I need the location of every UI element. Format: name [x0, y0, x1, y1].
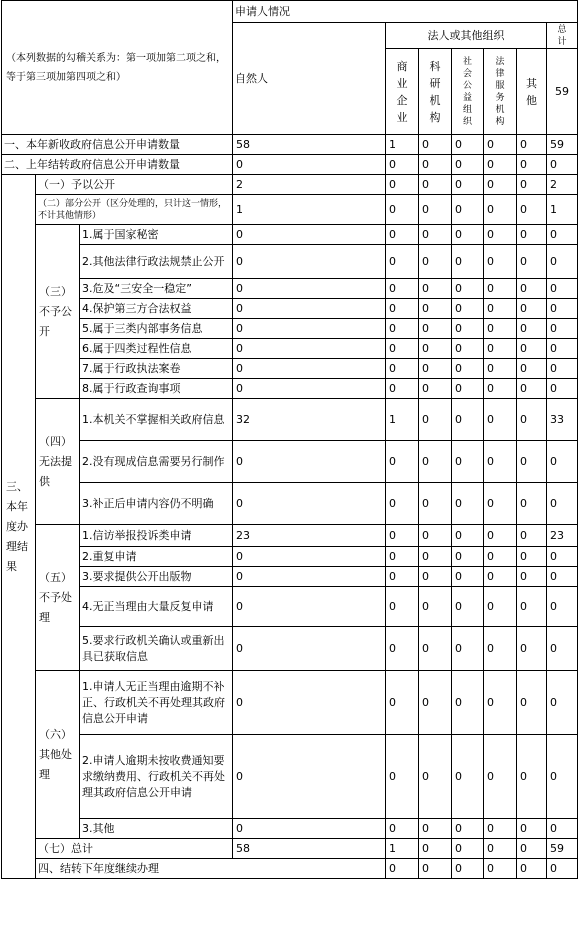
cell: 0 [452, 547, 484, 567]
cell: 0 [452, 195, 484, 225]
cell: 0 [517, 245, 547, 279]
cell: 0 [452, 135, 484, 155]
table-row [2, 155, 578, 175]
row-label: 5.要求行政机关确认或重新出具已获取信息 [80, 627, 233, 671]
cell: 0 [517, 195, 547, 225]
row-label: 2.没有现成信息需要另行制作 [80, 441, 233, 483]
cell: 0 [386, 339, 419, 359]
cell: 0 [517, 339, 547, 359]
row-label: 5.属于三类内部事务信息 [80, 319, 233, 339]
cell: 0 [484, 525, 517, 547]
cell: 0 [419, 525, 452, 547]
table-row [2, 627, 578, 671]
cell: 0 [386, 735, 419, 819]
table-row [2, 567, 578, 587]
cell: 0 [386, 379, 419, 399]
cell: 0 [452, 399, 484, 441]
row-label: （七）总计 [36, 839, 233, 859]
cell: 0 [517, 155, 547, 175]
table-row [2, 399, 578, 441]
cell: 0 [233, 735, 386, 819]
row-label: 2.重复申请 [80, 547, 233, 567]
cell: 0 [452, 359, 484, 379]
row-label: 2.其他法律行政法规禁止公开 [80, 245, 233, 279]
cell: 0 [484, 483, 517, 525]
cell: 0 [386, 567, 419, 587]
cell: 0 [547, 587, 578, 627]
org-group-header: 法人或其他组织 [386, 23, 547, 49]
cell: 0 [484, 225, 517, 245]
row-label: 1.信访举报投诉类申请 [80, 525, 233, 547]
row-label: 1.属于国家秘密 [80, 225, 233, 245]
cell: 0 [419, 319, 452, 339]
cell: 0 [547, 819, 578, 839]
cell: 0 [547, 735, 578, 819]
cell: 0 [386, 859, 419, 879]
cell: 0 [419, 441, 452, 483]
cell: 23 [547, 525, 578, 547]
row-label: 一、本年新收政府信息公开申请数量 [2, 135, 233, 155]
cell: 0 [547, 155, 578, 175]
row-label: 7.属于行政执法案卷 [80, 359, 233, 379]
row-label: （二）部分公开（区分处理的，只计这一情形，不计其他情形） [36, 195, 233, 225]
cell: 0 [484, 135, 517, 155]
cell: 0 [419, 671, 452, 735]
cell: 0 [419, 839, 452, 859]
applicant-situation-header: 申请人情况 [233, 1, 578, 23]
org-col-business: 商 业 企 业 [386, 49, 419, 135]
cell: 0 [386, 175, 419, 195]
cell: 0 [452, 319, 484, 339]
cell: 0 [419, 379, 452, 399]
cell: 0 [233, 547, 386, 567]
cell: 0 [547, 279, 578, 299]
cell: 0 [484, 859, 517, 879]
cell: 0 [419, 567, 452, 587]
cell: 1 [233, 195, 386, 225]
org-col-research: 科 研 机 构 [419, 49, 452, 135]
cell: 0 [452, 279, 484, 299]
table-row [2, 547, 578, 567]
cell: 0 [386, 627, 419, 671]
cell: 0 [547, 627, 578, 671]
cell: 0 [547, 671, 578, 735]
cell: 0 [233, 567, 386, 587]
cell: 0 [386, 525, 419, 547]
cell: 0 [386, 483, 419, 525]
cell: 0 [517, 839, 547, 859]
cell: 0 [547, 859, 578, 879]
cell: 0 [484, 279, 517, 299]
header-note: （本列数据的勾稽关系为：第一项加第二项之和，等于第三项加第四项之和） [2, 1, 233, 135]
cell: 0 [517, 379, 547, 399]
total-header-value: 59 [547, 49, 578, 135]
cell: 0 [419, 195, 452, 225]
cell: 0 [419, 299, 452, 319]
cell: 0 [452, 839, 484, 859]
cell: 0 [419, 483, 452, 525]
cell: 0 [419, 245, 452, 279]
cell: 0 [452, 483, 484, 525]
row-label: 2.申请人逾期未按收费通知要求缴纳费用、行政机关不再处理其政府信息公开申请 [80, 735, 233, 819]
group-label-not-disclosed: （三）不予公开 [36, 225, 80, 399]
cell: 33 [547, 399, 578, 441]
cell: 0 [484, 319, 517, 339]
table-row [2, 225, 578, 245]
cell: 0 [547, 567, 578, 587]
cell: 0 [386, 671, 419, 735]
cell: 0 [484, 299, 517, 319]
cell: 0 [452, 735, 484, 819]
table-row [2, 299, 578, 319]
cell: 0 [452, 175, 484, 195]
table-row [2, 859, 578, 879]
row-label: 1.本机关不掌握相关政府信息 [80, 399, 233, 441]
cell: 0 [233, 299, 386, 319]
cell: 0 [419, 399, 452, 441]
cell: 0 [484, 195, 517, 225]
group-label-unable-to-provide: （四）无法提供 [36, 399, 80, 525]
group-label-other-handling: （六）其他处理 [36, 671, 80, 839]
cell: 0 [452, 245, 484, 279]
table-row [2, 339, 578, 359]
cell: 0 [484, 671, 517, 735]
total-header-label: 总 计 [547, 23, 578, 49]
cell: 0 [452, 567, 484, 587]
cell: 0 [233, 279, 386, 299]
cell: 0 [419, 627, 452, 671]
cell: 0 [484, 245, 517, 279]
cell: 32 [233, 399, 386, 441]
org-col-legal-service: 法 律 服 务 机 构 [484, 49, 517, 135]
cell: 0 [386, 225, 419, 245]
cell: 0 [517, 279, 547, 299]
cell: 0 [452, 155, 484, 175]
cell: 0 [386, 299, 419, 319]
cell: 0 [484, 175, 517, 195]
cell: 0 [484, 839, 517, 859]
cell: 0 [517, 135, 547, 155]
cell: 0 [233, 319, 386, 339]
cell: 1 [386, 135, 419, 155]
cell: 0 [419, 819, 452, 839]
cell: 59 [547, 839, 578, 859]
cell: 0 [517, 441, 547, 483]
cell: 0 [233, 441, 386, 483]
cell: 0 [233, 483, 386, 525]
row-label: 8.属于行政查询事项 [80, 379, 233, 399]
disclosure-stats-table [1, 0, 578, 879]
table-row [2, 483, 578, 525]
table-row [2, 735, 578, 819]
cell: 0 [547, 225, 578, 245]
cell: 1 [547, 195, 578, 225]
cell: 0 [452, 299, 484, 319]
cell: 0 [419, 175, 452, 195]
cell: 0 [547, 441, 578, 483]
row-label: 6.属于四类过程性信息 [80, 339, 233, 359]
table-row [2, 587, 578, 627]
table-row [2, 525, 578, 547]
cell: 0 [452, 441, 484, 483]
cell: 0 [452, 379, 484, 399]
row-label: 3.其他 [80, 819, 233, 839]
cell: 0 [419, 225, 452, 245]
cell: 0 [517, 859, 547, 879]
table-row [2, 245, 578, 279]
cell: 1 [386, 839, 419, 859]
cell: 0 [517, 627, 547, 671]
group-label-not-processed: （五）不予处理 [36, 525, 80, 671]
cell: 0 [452, 587, 484, 627]
cell: 0 [484, 627, 517, 671]
cell: 0 [484, 399, 517, 441]
cell: 0 [419, 339, 452, 359]
table-row [2, 319, 578, 339]
row-label: 3.补正后申请内容仍不明确 [80, 483, 233, 525]
cell: 59 [547, 135, 578, 155]
org-col-social-welfare: 社 会 公 益 组 织 [452, 49, 484, 135]
cell: 58 [233, 839, 386, 859]
cell: 0 [452, 225, 484, 245]
cell: 1 [386, 399, 419, 441]
cell: 0 [233, 339, 386, 359]
cell: 0 [386, 245, 419, 279]
cell: 0 [386, 195, 419, 225]
cell: 0 [233, 627, 386, 671]
cell: 0 [386, 359, 419, 379]
table-row [2, 279, 578, 299]
cell: 0 [233, 819, 386, 839]
cell: 0 [233, 245, 386, 279]
cell: 0 [517, 299, 547, 319]
table-row [2, 359, 578, 379]
cell: 0 [233, 671, 386, 735]
cell: 0 [484, 441, 517, 483]
cell: 0 [484, 587, 517, 627]
table-row [2, 175, 578, 195]
table-row [2, 379, 578, 399]
cell: 0 [419, 359, 452, 379]
table-row [2, 839, 578, 859]
cell: 0 [386, 155, 419, 175]
cell: 0 [484, 819, 517, 839]
cell: 0 [484, 359, 517, 379]
cell: 0 [419, 859, 452, 879]
cell: 0 [386, 319, 419, 339]
cell: 0 [386, 547, 419, 567]
cell: 0 [517, 735, 547, 819]
cell: 0 [233, 359, 386, 379]
cell: 0 [484, 567, 517, 587]
cell: 0 [233, 587, 386, 627]
row-label: 3.要求提供公开出版物 [80, 567, 233, 587]
table-row [2, 671, 578, 735]
cell: 0 [517, 175, 547, 195]
natural-person-header: 自然人 [233, 23, 386, 135]
cell: 0 [233, 155, 386, 175]
row-label: 4.保护第三方合法权益 [80, 299, 233, 319]
cell: 0 [484, 339, 517, 359]
cell: 0 [547, 379, 578, 399]
cell: 0 [233, 225, 386, 245]
cell: 0 [517, 547, 547, 567]
cell: 0 [386, 819, 419, 839]
cell: 0 [452, 819, 484, 839]
row-label: 3.危及“三安全一稳定” [80, 279, 233, 299]
cell: 0 [452, 671, 484, 735]
cell: 0 [517, 319, 547, 339]
cell: 0 [517, 483, 547, 525]
cell: 0 [547, 483, 578, 525]
cell: 0 [484, 547, 517, 567]
cell: 0 [419, 547, 452, 567]
cell: 0 [452, 339, 484, 359]
cell: 0 [386, 279, 419, 299]
cell: 0 [547, 547, 578, 567]
cell: 0 [547, 245, 578, 279]
row-label: 四、结转下年度继续办理 [36, 859, 386, 879]
cell: 0 [517, 399, 547, 441]
cell: 0 [547, 339, 578, 359]
cell: 0 [452, 859, 484, 879]
cell: 2 [233, 175, 386, 195]
org-col-other: 其 他 [517, 49, 547, 135]
cell: 0 [452, 525, 484, 547]
cell: 0 [517, 359, 547, 379]
cell: 23 [233, 525, 386, 547]
cell: 58 [233, 135, 386, 155]
result-group-label: 三、本年度办理结果 [2, 175, 36, 879]
table-row [2, 441, 578, 483]
cell: 0 [517, 819, 547, 839]
row-label: 4.无正当理由大量反复申请 [80, 587, 233, 627]
table-row [2, 135, 578, 155]
cell: 0 [517, 671, 547, 735]
cell: 0 [386, 441, 419, 483]
cell: 0 [419, 735, 452, 819]
cell: 0 [547, 319, 578, 339]
cell: 0 [419, 135, 452, 155]
cell: 0 [517, 587, 547, 627]
cell: 2 [547, 175, 578, 195]
cell: 0 [386, 587, 419, 627]
cell: 0 [547, 299, 578, 319]
cell: 0 [233, 379, 386, 399]
table-row [2, 819, 578, 839]
table-row [2, 195, 578, 225]
cell: 0 [484, 155, 517, 175]
cell: 0 [484, 735, 517, 819]
row-label: （一）予以公开 [36, 175, 233, 195]
row-label: 1.申请人无正当理由逾期不补正、行政机关不再处理其政府信息公开申请 [80, 671, 233, 735]
cell: 0 [517, 525, 547, 547]
cell: 0 [419, 587, 452, 627]
cell: 0 [419, 279, 452, 299]
cell: 0 [547, 359, 578, 379]
row-label: 二、上年结转政府信息公开申请数量 [2, 155, 233, 175]
cell: 0 [452, 627, 484, 671]
cell: 0 [484, 379, 517, 399]
cell: 0 [517, 567, 547, 587]
cell: 0 [517, 225, 547, 245]
cell: 0 [419, 155, 452, 175]
